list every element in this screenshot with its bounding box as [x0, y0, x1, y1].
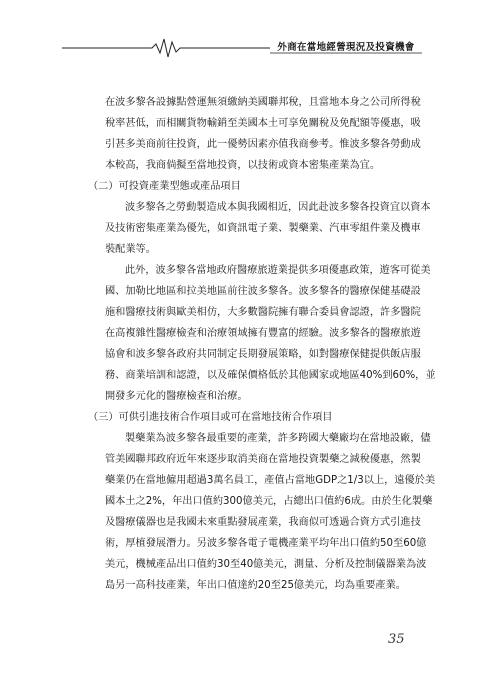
text-line: 務、商業培訓和認證，以及確保價格低於其他國家或地區40%到60%，並 — [105, 370, 436, 381]
header-title: 外商在當地經營現況及投資機會 — [277, 42, 415, 53]
text-line: 國本土之2%，年出口值約300億美元，占總出口值約6成。由於生化製藥 — [105, 496, 433, 507]
text-line: 協會和波多黎各政府共同制定長期發展策略，如對醫療保健提供飯店服 — [105, 349, 421, 360]
text-line: 本較高，我商倘擬至當地投資，以技術或資本密集產業為宜。 — [105, 160, 381, 171]
intro-paragraph — [105, 92, 421, 176]
section-heading-2: （二）可投資產業型態或產品項目 — [88, 181, 241, 192]
text-line: 開發多元化的醫療檢查和治療。 — [105, 391, 248, 402]
text-line: 波多黎各之勞動製造成本與我國相近，因此赴波多黎各投資宜以資本 — [125, 202, 431, 213]
text-line: 管美國聯邦政府近年來逐步取消美商在當地投資製藥之減稅優惠，然製 — [105, 454, 421, 465]
text-line: 此外，波多黎各當地政府醫療旅遊業提供多項優惠政策，遊客可從美 — [125, 265, 431, 276]
text-line: 及醫療儀器也是我國未來重點發展產業，我商似可透過合資方式引進技 — [105, 517, 421, 528]
text-line: 在高複雜性醫療檢查和治療領域擁有豐富的經驗。波多黎各的醫療旅遊 — [105, 328, 421, 339]
running-header — [0, 36, 480, 60]
section-2-paragraph-1 — [105, 197, 431, 260]
text-line: 裝配業等。 — [105, 244, 156, 255]
text-line: 術，厚植發展潛力。另波多黎各電子電機產業平均年出口值約50至60億 — [105, 538, 427, 549]
text-line: 國、加勒比地區和拉美地區前往波多黎各。波多黎各的醫療保健基礎設 — [105, 286, 421, 297]
page-number: 35 — [388, 632, 405, 647]
text-line: 稅率甚低，而相關貨物輸銷至美國本土可享免關稅及免配額等優惠，吸 — [105, 118, 421, 129]
text-line: 引甚多美商前往投資，此一優勢因素亦值我商參考。惟波多黎各勞動成 — [105, 139, 421, 150]
text-line: 在波多黎各設據點營運無須繳納美國聯邦稅，且當地本身之公司所得稅 — [105, 97, 421, 108]
text-line: 藥業仍在當地僱用超過3萬名員工，產值占當地GDP之1/3以上，遠優於美 — [105, 475, 436, 486]
text-line: 及技術密集產業為優先，如資訊電子業、製藥業、汽車零組件業及機車 — [105, 223, 421, 234]
section-3-paragraph-1 — [105, 428, 435, 596]
text-line: 施和醫療技術與歐美相仿，大多數醫院擁有聯合委員會認證，許多醫院 — [105, 307, 421, 318]
text-line: 製藥業為波多黎各最重要的產業，許多跨國大藥廠均在當地設廠，儘 — [125, 433, 431, 444]
section-2-paragraph-2 — [105, 260, 436, 407]
text-line: 美元，機械產品出口值約30至40億美元，測量、分析及控制儀器業為波 — [105, 559, 427, 570]
text-line: 島另一高科技產業，年出口值達約20至25億美元，均為重要產業。 — [105, 580, 406, 591]
section-heading-3: （三）可供引進技術合作項目或可在當地技術合作項目 — [88, 412, 333, 423]
